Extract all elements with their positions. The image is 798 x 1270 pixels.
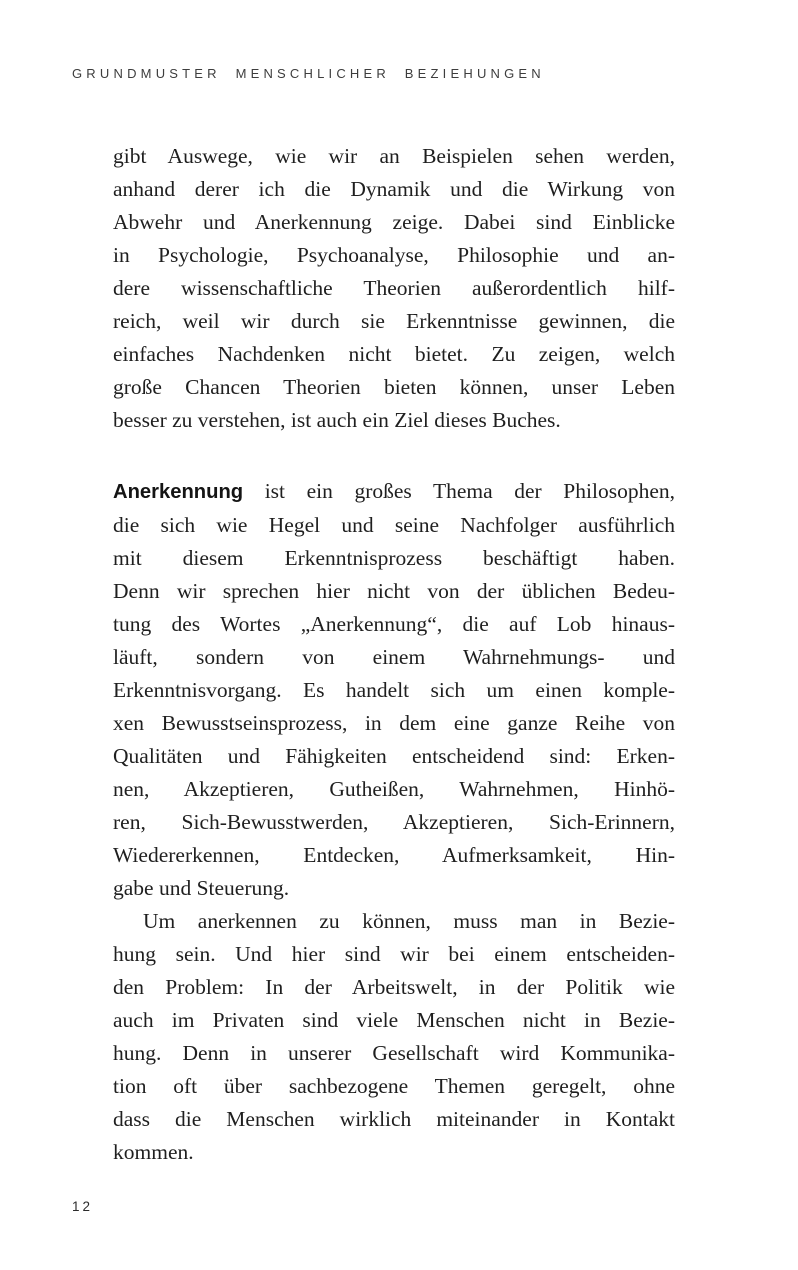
text-line: ren, Sich-Bewusstwerden, Akzeptieren, Sich-Erinnern, xyxy=(113,810,675,834)
text-line: die sich wie Hegel und seine Nachfolger ausführlich xyxy=(113,513,675,537)
text-line: Qualitäten und Fähigkeiten entscheidend sind: Erken- xyxy=(113,744,675,768)
text-line: Wiedererkennen, Entdecken, Aufmerksamkeit, Hin- xyxy=(113,843,675,867)
text-line: den Problem: In der Arbeitswelt, in der Politik wie xyxy=(113,975,675,999)
text-line: einfaches Nachdenken nicht bietet. Zu zeigen, welch xyxy=(113,342,675,366)
page-number: 12 xyxy=(72,1199,94,1214)
text-line: gibt Auswege, wie wir an Beispielen sehen werden, xyxy=(113,144,675,168)
text-line: tion oft über sachbezogene Themen geregelt, ohne xyxy=(113,1074,675,1098)
text-line: nen, Akzeptieren, Gutheißen, Wahrnehmen, Hinhö- xyxy=(113,777,675,801)
text-line: Um anerkennen zu können, muss man in Bezie- xyxy=(143,909,675,933)
bold-lead-word: Anerkennung xyxy=(113,481,244,503)
text-line: tung des Wortes „Anerkennung“, die auf Lob hinaus- xyxy=(113,612,675,636)
text-line: reich, weil wir durch sie Erkenntnisse gewinnen, die xyxy=(113,309,675,333)
paragraph xyxy=(113,905,675,1169)
text-line: anhand derer ich die Dynamik und die Wirkung von xyxy=(113,177,675,201)
text-line: xen Bewusstseinsprozess, in dem eine ganze Reihe von xyxy=(113,711,675,735)
running-header: GRUNDMUSTER MENSCHLICHER BEZIEHUNGEN xyxy=(72,66,545,81)
text-line: Erkenntnisvorgang. Es handelt sich um einen komple- xyxy=(113,678,675,702)
paragraph xyxy=(113,475,675,905)
text-line: Anerkennung ist ein großes Thema der Philosophen, xyxy=(113,479,675,503)
text-block xyxy=(113,140,675,1169)
text-line: kommen. xyxy=(113,1140,194,1164)
text-line: läuft, sondern von einem Wahrnehmungs- und xyxy=(113,645,675,669)
text-line: hung. Denn in unserer Gesellschaft wird Kommunika- xyxy=(113,1041,675,1065)
text-line: besser zu verstehen, ist auch ein Ziel dieses Buches. xyxy=(113,408,561,432)
text-line: dere wissenschaftliche Theorien außerordentlich hilf- xyxy=(113,276,675,300)
text-line: Denn wir sprechen hier nicht von der üblichen Bedeu- xyxy=(113,579,675,603)
text-line: auch im Privaten sind viele Menschen nicht in Bezie- xyxy=(113,1008,675,1032)
text-line: mit diesem Erkenntnisprozess beschäftigt haben. xyxy=(113,546,675,570)
text-line: in Psychologie, Psychoanalyse, Philosophie und an- xyxy=(113,243,675,267)
text-line: hung sein. Und hier sind wir bei einem entscheiden- xyxy=(113,942,675,966)
paragraph xyxy=(113,140,675,437)
text-line: Abwehr und Anerkennung zeige. Dabei sind Einblicke xyxy=(113,210,675,234)
text-line: gabe und Steuerung. xyxy=(113,876,290,900)
text-line: dass die Menschen wirklich miteinander in Kontakt xyxy=(113,1107,675,1131)
text-line: große Chancen Theorien bieten können, unser Leben xyxy=(113,375,675,399)
